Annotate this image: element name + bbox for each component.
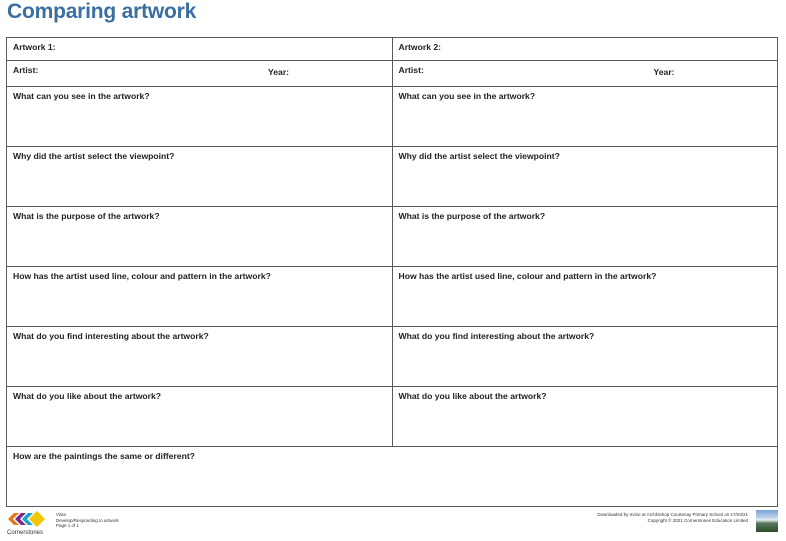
- question-label: What can you see in the artwork?: [13, 91, 150, 101]
- comparison-cell[interactable]: [7, 447, 778, 507]
- question-label: What do you find interesting about the artwork?: [398, 331, 595, 341]
- question-label: Why did the artist select the viewpoint?: [398, 151, 560, 161]
- artwork1-artist-field[interactable]: [7, 61, 393, 87]
- artwork2-question-cell[interactable]: [392, 147, 778, 207]
- artwork2-question-cell[interactable]: [392, 267, 778, 327]
- artwork1-question-cell[interactable]: [7, 267, 393, 327]
- artwork2-label: Artwork 2:: [398, 42, 441, 52]
- artwork1-title-field[interactable]: [7, 38, 393, 61]
- logo-text: Cornerstones: [7, 530, 44, 536]
- artwork2-artist-field[interactable]: [392, 61, 778, 87]
- question-label: What is the purpose of the artwork?: [13, 211, 160, 221]
- footer-right-info: [597, 512, 748, 523]
- artwork1-label: Artwork 1:: [13, 42, 56, 52]
- artwork1-question-cell[interactable]: [7, 147, 393, 207]
- footer-topic: Develop/Responding to artwork: [56, 517, 119, 523]
- question-label: What can you see in the artwork?: [398, 91, 536, 101]
- question-label: What do you find interesting about the artwork?: [13, 331, 209, 341]
- artwork1-question-cell[interactable]: [7, 207, 393, 267]
- footer-download-note: Downloaded by Irvine at Archbishop Courtenay Primary School on 17/03/21: [597, 512, 748, 517]
- footer-page: Page 1 of 1: [56, 523, 80, 528]
- artwork2-title-field[interactable]: [392, 38, 778, 61]
- artwork1-artist-label: Artist:: [13, 65, 39, 75]
- artwork2-year-label: Year:: [653, 67, 675, 77]
- artwork2-question-cell[interactable]: [392, 387, 778, 447]
- page-title: Comparing artwork: [7, 0, 197, 23]
- comparison-table: [6, 37, 778, 507]
- question-label: What is the purpose of the artwork?: [398, 211, 546, 221]
- footer-copyright: Copyright © 2021 Cornerstones Education Limited: [647, 517, 748, 523]
- question-label: What do you like about the artwork?: [398, 391, 547, 401]
- artwork2-question-cell[interactable]: [392, 327, 778, 387]
- comparison-question-label: How are the paintings the same or different?: [13, 451, 195, 461]
- artwork2-question-cell[interactable]: [392, 207, 778, 267]
- footer-left-info: [56, 512, 119, 529]
- mountain-landscape-image: [756, 510, 778, 532]
- artwork2-artist-label: Artist:: [398, 65, 424, 75]
- artwork1-year-label: Year:: [268, 67, 290, 77]
- footer-unit: Vista: [56, 512, 66, 517]
- question-label: Why did the artist select the viewpoint?: [13, 151, 175, 161]
- question-label: How has the artist used line, colour and pattern in the artwork?: [13, 271, 271, 281]
- artwork1-question-cell[interactable]: [7, 87, 393, 147]
- artwork2-question-cell[interactable]: [392, 87, 778, 147]
- question-label: How has the artist used line, colour and pattern in the artwork?: [398, 271, 657, 281]
- artwork1-question-cell[interactable]: [7, 327, 393, 387]
- artwork1-question-cell[interactable]: [7, 387, 393, 447]
- question-label: What do you like about the artwork?: [13, 391, 162, 401]
